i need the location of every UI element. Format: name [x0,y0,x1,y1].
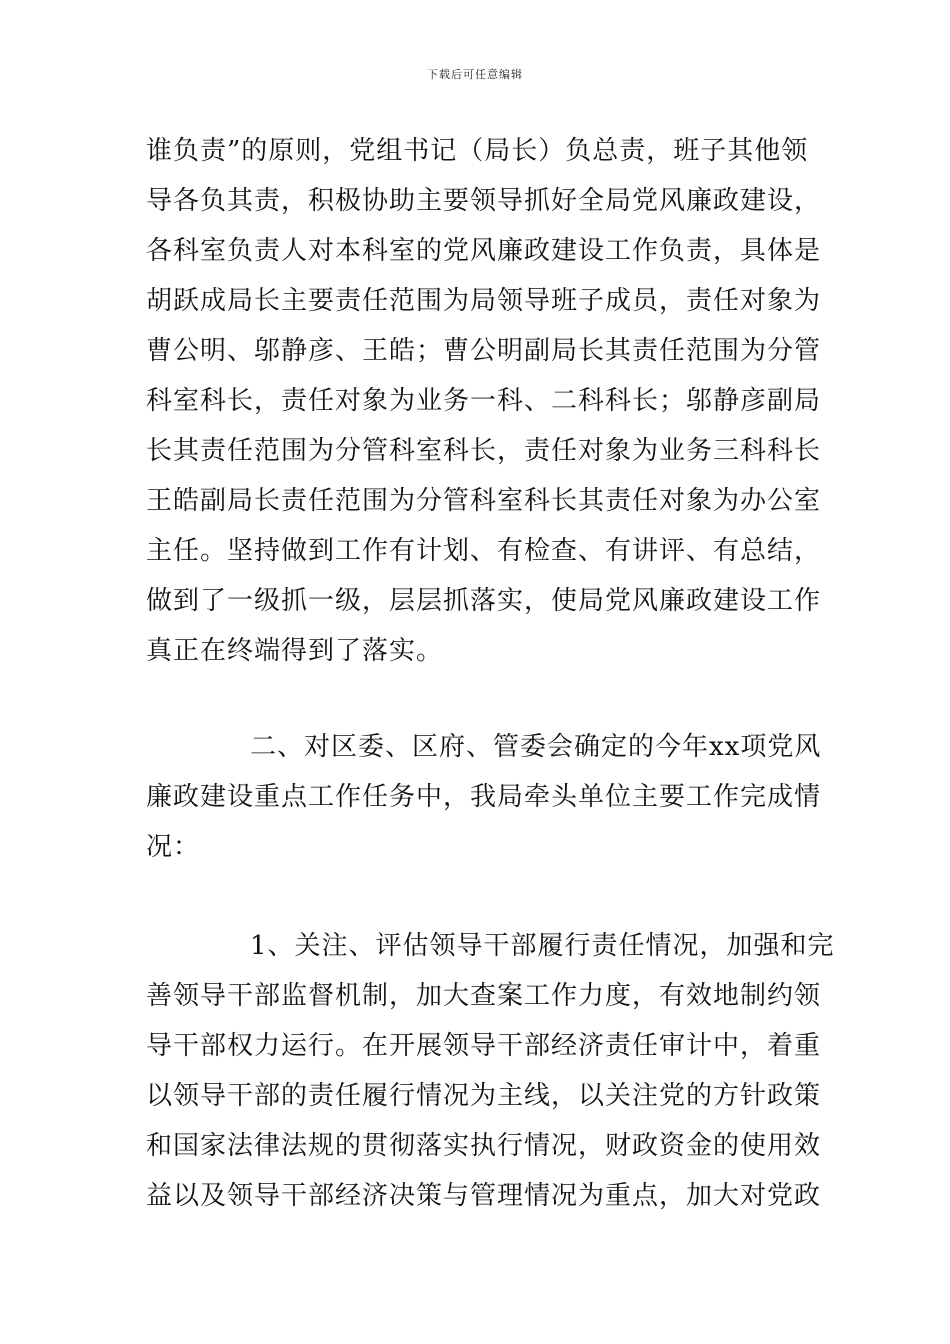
paragraph-line: 益以及领导干部经济决策与管理情况为重点，加大对党政 [146,1181,822,1211]
paragraph-line: 胡跃成局长主要责任范围为局领导班子成员，责任对象为 [146,286,822,316]
paragraph-line-indented [146,921,835,971]
paragraph-line-text: 1、关注、评估领导干部履行责任情况，加强和完 [250,931,835,961]
paragraph-line: 真正在终端得到了落实。 [146,636,444,666]
paragraph-line: 和国家法律法规的贯彻落实执行情况，财政资金的使用效 [146,1131,822,1161]
paragraph-1 [146,126,822,676]
paragraph-line: 导干部权力运行。在开展领导干部经济责任审计中，着重 [146,1031,822,1061]
paragraph-line: 善领导干部监督机制，加大查案工作力度，有效地制约领 [146,981,822,1011]
paragraph-line: 各科室负责人对本科室的党风廉政建设工作负责，具体是 [146,236,822,266]
paragraph-line: 做到了一级抓一级，层层抓落实，使局党风廉政建设工作 [146,586,822,616]
paragraph-line: 况： [146,832,201,862]
paragraph-line: 王皓副局长责任范围为分管科室科长其责任对象为办公室 [146,486,822,516]
paragraph-line: 以领导干部的责任履行情况为主线，以关注党的方针政策 [146,1081,822,1111]
paragraph-line-indented [146,722,822,772]
paragraph-3 [146,921,835,1221]
paragraph-line: 曹公明、邬静彦、王皓；曹公明副局长其责任范围为分管 [146,336,822,366]
page-header: 下载后可任意编辑 [427,68,523,81]
paragraph-line: 主任。坚持做到工作有计划、有检查、有讲评、有总结， [146,536,822,566]
paragraph-line-text: 二、对区委、区府、管委会确定的今年xx项党风 [250,732,822,762]
paragraph-line: 长其责任范围为分管科室科长，责任对象为业务三科科长 [146,436,822,466]
paragraph-line: 谁负责”的原则，党组书记（局长）负总责，班子其他领 [146,136,809,166]
paragraph-line: 廉政建设重点工作任务中，我局牵头单位主要工作完成情 [146,782,822,812]
paragraph-2 [146,722,822,872]
paragraph-line: 导各负其责，积极协助主要领导抓好全局党风廉政建设， [146,186,822,216]
paragraph-line: 科室科长，责任对象为业务一科、二科科长；邬静彦副局 [146,386,822,416]
